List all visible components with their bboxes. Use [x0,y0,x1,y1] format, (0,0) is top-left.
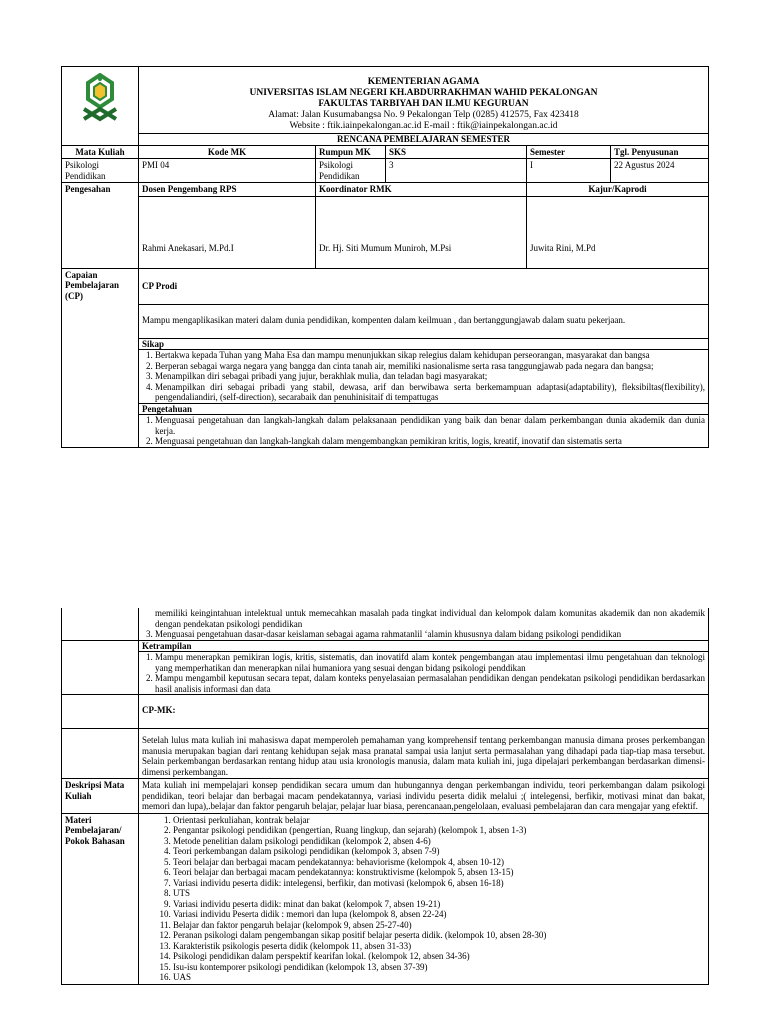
materi-item: 15. Isu-isu kontemporer psikologi pendidikan (kelompok 13, absen 37-39) [173,962,705,973]
address-text: Alamat: Jalan Kusumabangsa No. 9 Pekalongan Telp (0285) 412575, Fax 423418 [268,110,579,120]
document-page-1 [61,66,708,476]
materi-label: Materi Pembelajaran/ Pokok Bahasan [62,813,139,984]
kode-mk-header: Kode MK [139,145,316,159]
cp-prodi-text: Mampu mengaplikasikan materi dalam dunia pendidikan, kompenten dalam keilmuan , dan bertanggungjawab dalam suatu pekerjaan. [139,304,709,338]
sikap-item: 2. Berperan sebagai warga negara yang bangga dan cinta tanah air, memiliki nasionalisme serta rasa tanggungjawab pada negara dan bangsa; [155,361,705,372]
materi-item: 7. Variasi individu peserta didik: intelegensi, berfikir, dan motivasi (kelompok 6, absen 16-18) [173,878,705,889]
pengetahuan-item-continued: memiliki keingintahuan intelektual untuk memecahkan masalah pada tingkat individual dan kelompok dalam komunitas akademik dan non akademik dengan pendekatan psikologi pendidikan [155,608,705,629]
materi-section [139,813,709,984]
deskripsi-text: Mata kuliah ini mempelajari konsep pendidikan secara umum dan hubungannya dengan perkembangan individu, teori perkembangan dalam psikologi pendidikan, teori belajar dan berbagai macam pendekatannya, variasi individu peserta didik melalui ;( intelegensi, berfikir, motivasi minat dan bakat, memori dan lupa),.belajar dan faktor pengaruh belajar, pelajar luar biasa, perencanaan,pengelolaan, evaluasi pembelajaran dan cara mengajar yang efektif. [139,779,709,814]
deskripsi-label: Deskripsi Mata Kuliah [62,779,139,814]
ketrampilan-section [139,640,709,695]
ministry-name: KEMENTERIAN AGAMA [367,77,480,87]
dosen-pengembang-label: Dosen Pengembang RPS [139,183,316,197]
pengetahuan-section [139,403,709,447]
mata-kuliah-value: Psikologi Pendidikan [62,159,139,183]
pengetahuan-item: 2. Menguasai pengetahuan dan langkah-langkah dalam mengembangkan pemikiran kritis, logis, kreatif, inovatif dan sistematis serta [155,436,705,447]
pengetahuan-continued [139,608,709,640]
materi-item: 1. Orientasi perkuliahan, kontrak belajar [173,815,705,826]
rumpun-mk-value: Psikologi Pendidikan [316,159,386,183]
materi-item: 13. Karakteristik psikologis peserta didik (kelompok 11, absen 31-33) [173,941,705,952]
kode-mk-value: PMI 04 [139,159,316,183]
ketrampilan-item: 2. Mampu mengambil keputusan secara tepat, dalam konteks penyelasaian permasalahan pendidikan dengan pendekatan psikologi pendidikan berdasarkan hasil analisis informasi dan data [155,673,705,694]
mata-kuliah-header: Mata Kuliah [62,145,139,159]
materi-item: 5. Teori belajar dan berbagai macam pendekatannya: behaviorisme (kelompok 4, absen 10-12) [173,857,705,868]
cpmk-text: Setelah lulus mata kuliah ini mahasiswa dapat memperoleh pemahaman yang komprehensif tentang perkembangan manusia dimana proses perkembangan manusia merupakan bagian dari rentang kehidupan sejak masa pranatal sampai usia lanjut serta permasalahan yang dihadapi pada tiap-tiap masa tersebut. Selain perkembangan berdasarkan rentang hidup atau usia kronologis manusia, dalam mata kuliah ini, juga dipelajari perkembangan berdasarkan dimensi-dimensi perkembangan. [139,729,709,779]
pengetahuan-item: 1. Menguasai pengetahuan dan langkah-langkah dalam pelaksanaan pendidikan yang baik dan benar dalam perkembangan dunia akademik dan dunia kerja. [155,415,705,436]
koordinator-rmk-label: Koordinator RMK [316,183,527,197]
ketrampilan-label: Ketrampilan [139,641,708,653]
ketrampilan-item: 1. Mampu menerapkan pemikiran logis, kritis, sistematis, dan inovatifd alam kontek pengembangan atau implementasi ilmu pengetahuan dan teknologi yang memperhatikan dan menerapkan nilai humaniora yang sesuai dengan bidang psikologi penddikan [155,652,705,673]
koordinator-name: Dr. Hj. Siti Mumum Muniroh, M.Psi [319,243,452,253]
materi-item: 2. Pengantar psikologi pendidikan (pengertian, Ruang lingkup, dan sejarah) (kelompok 1, absen 1-3) [173,825,705,836]
university-logo-icon [78,73,122,127]
semester-value: I [527,159,611,183]
materi-item: 10. Variasi individu Peserta didik : memori dan lupa (kelompok 8, absen 22-24) [173,909,705,920]
dosen-signature [139,196,316,268]
faculty-name: FAKULTAS TARBIYAH DAN ILMU KEGURUAN [318,99,529,109]
materi-item: 9. Variasi individu peserta didik: minat dan bakat (kelompok 7, absen 19-21) [173,899,705,910]
pengetahuan-list-continued [142,629,705,640]
university-name: UNIVERSITAS ISLAM NEGERI KH.ABDURRAKHMAN WAHID PEKALONGAN [249,88,598,98]
sikap-section [139,338,709,403]
kajur-kaprodi-label: Kajur/Kaprodi [527,183,709,197]
pengetahuan-item: 3. Menguasai pengetahuan dasar-dasar keislaman sebagai agama rahmatanlil ‘alamin khususnya dalam bidang psikologi pendidikan [155,629,705,640]
website-text: Website : ftik.iainpekalongan.ac.id E-mail : ftik@iainpekalongan.ac.id [289,121,558,131]
materi-item: 6. Teori belajar dan berbagai macam pendekatannya: konstruktivisme (kelompok 5, absen 13-15) [173,867,705,878]
koordinator-signature [316,196,527,268]
sikap-item: 3. Menampilkan diri sebagai pribadi yang jujur, berakhlak mulia, dan teladan bagi masyarakat; [155,371,705,382]
materi-item: 14. Psikologi pendidikan dalam perspektif kearifan lokal. (kelompok 12, absen 34-36) [173,951,705,962]
sikap-item: 4. Menampilkan diri sebagai pribadi yang stabil, dewasa, arif dan berwibawa serta berkemampuan adaptasi(adaptability), fleksibiltas(flexibility), pengendaliandiri, (self-direction), secarabaik dan penuhinisitaif di tempattugas [155,382,705,403]
pengesahan-label: Pengesahan [62,183,139,269]
kajur-signature [527,196,709,268]
sks-value: 3 [386,159,527,183]
sikap-label: Sikap [139,339,708,351]
pengetahuan-list [142,415,705,447]
materi-item: 12. Peranan psikologi dalam pengembangan sikap positif belajar peserta didik. (kelompok 10, absen 28-30) [173,930,705,941]
materi-item: 11. Belajar dan faktor pengaruh belajar (kelompok 9, absen 25-27-40) [173,920,705,931]
sikap-list [142,350,705,403]
ketrampilan-list [142,652,705,694]
rps-continuation-table [61,608,709,985]
document-title: RENCANA PEMBELAJARAN SEMESTER [139,134,709,146]
pengetahuan-label: Pengetahuan [139,404,708,416]
semester-header: Semester [527,145,611,159]
logo-cell [62,67,139,134]
materi-item: 16. UAS [173,972,705,983]
materi-item: 4. Teori perkembangan dalam psikologi pendidikan (kelompok 3, absen 7-9) [173,846,705,857]
dosen-name: Rahmi Anekasari, M.Pd.I [142,243,234,253]
institution-header [139,67,709,134]
materi-item: 8. UTS [173,888,705,899]
document-page-2 [61,608,708,1018]
rps-header-table [61,66,709,448]
cpmk-label: CP-MK: [139,695,709,729]
sikap-item: 1. Bertakwa kepada Tuhan yang Maha Esa dan mampu menunjukkan sikap relegius dalam kehidupan perseorangan, masyarakat dan bangsa [155,350,705,361]
cp-prodi-label: CP Prodi [139,268,709,304]
materi-list [159,815,705,983]
sks-header: SKS [386,145,527,159]
tgl-penyusunan-value: 22 Agustus 2024 [611,159,709,183]
tgl-penyusunan-header: Tgl. Penyusunan [611,145,709,159]
materi-item: 3. Metode penelitian dalam psikologi pendidikan (kelompok 2, absen 4-6) [173,836,705,847]
rumpun-mk-header: Rumpun MK [316,145,386,159]
kajur-name: Juwita Rini, M.Pd [530,243,596,253]
cp-label: Capaian Pembelajaran (CP) [62,268,139,447]
